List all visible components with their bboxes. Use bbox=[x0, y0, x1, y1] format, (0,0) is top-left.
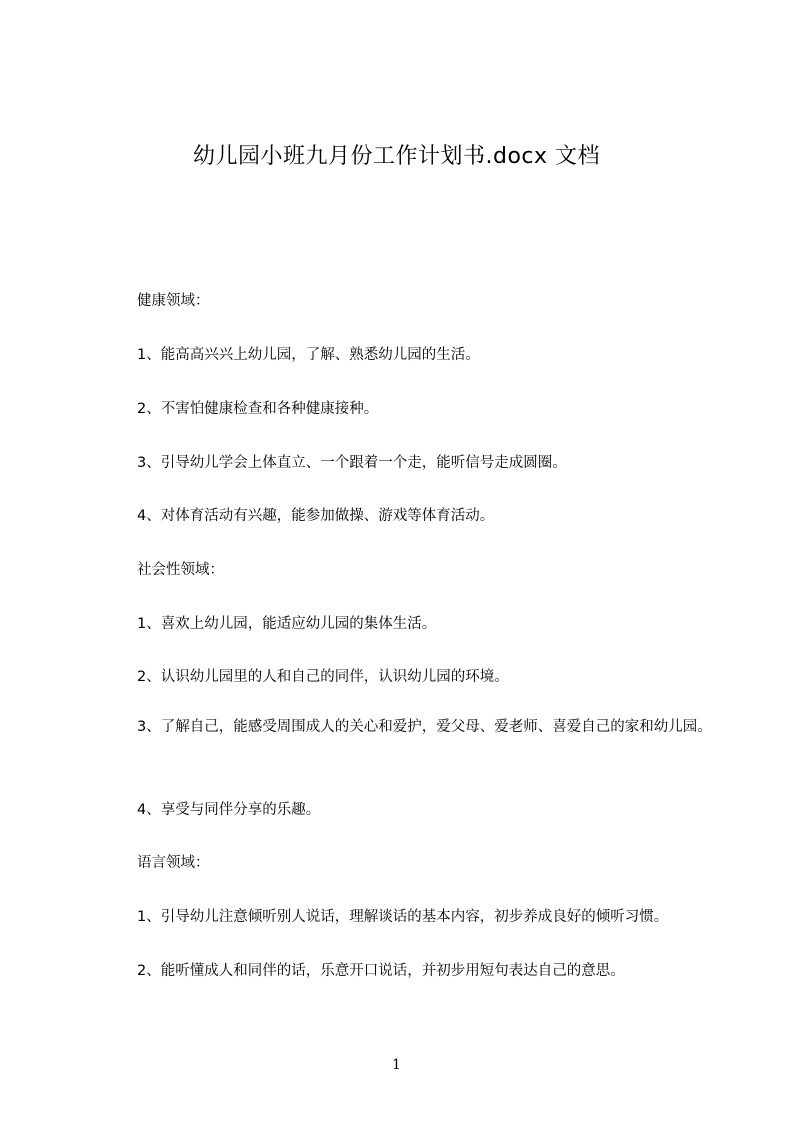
paragraph: 1、引导幼儿注意倾听别人说话，理解谈话的基本内容，初步养成良好的倾听习惯。 bbox=[137, 909, 669, 925]
paragraph: 2、不害怕健康检查和各种健康接种。 bbox=[137, 401, 379, 417]
section-heading-social: 社会性领域： bbox=[137, 562, 224, 578]
paragraph: 2、能听懂成人和同伴的话，乐意开口说话，并初步用短句表达自己的意思。 bbox=[137, 963, 625, 979]
document-title: 幼儿园小班九月份工作计划书.docx 文档 bbox=[192, 144, 601, 169]
section-heading-language: 语言领域： bbox=[137, 855, 210, 871]
page-number: 1 bbox=[392, 1057, 401, 1073]
paragraph: 3、引导幼儿学会上体直立、一个跟着一个走，能听信号走成圆圈。 bbox=[137, 455, 567, 471]
paragraph: 4、对体育活动有兴趣，能参加做操、游戏等体育活动。 bbox=[137, 508, 495, 524]
paragraph: 1、喜欢上幼儿园，能适应幼儿园的集体生活。 bbox=[137, 616, 437, 632]
paragraph: 1、能高高兴兴上幼儿园，了解、熟悉幼儿园的生活。 bbox=[137, 347, 480, 363]
paragraph: 3、了解自己，能感受周围成人的关心和爱护，爱父母、爱老师、喜爱自己的家和幼儿园。 bbox=[137, 719, 712, 735]
section-heading-health: 健康领域： bbox=[137, 293, 210, 309]
paragraph: 4、享受与同伴分享的乐趣。 bbox=[137, 802, 321, 818]
paragraph: 2、认识幼儿园里的人和自己的同伴，认识幼儿园的环境。 bbox=[137, 669, 509, 685]
